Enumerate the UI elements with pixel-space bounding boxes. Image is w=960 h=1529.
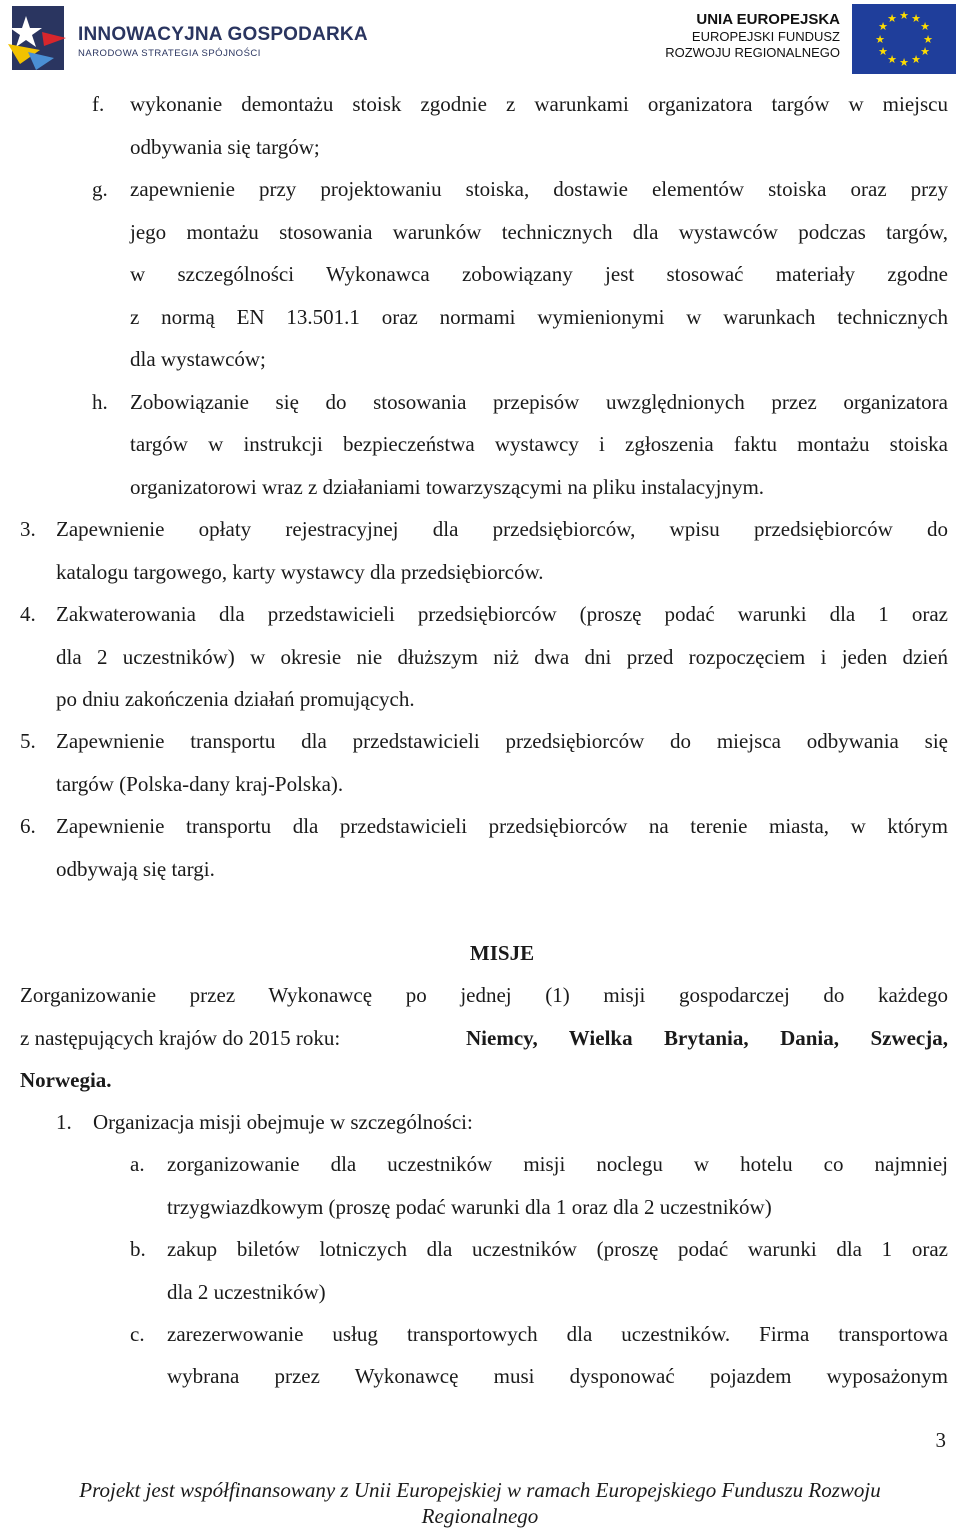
svg-text:★: ★ <box>923 33 933 46</box>
list-item-line: Organizacja misji obejmuje w szczególności: <box>93 1110 473 1134</box>
list-item-line: Zobowiązanie się do stosowania przepisów uwzględnionych przez organizatora <box>130 390 948 414</box>
footer-line: Regionalnego <box>421 1504 539 1528</box>
list-item-line: katalogu targowego, karty wystawcy dla przedsiębiorców. <box>56 560 544 584</box>
eu-logo <box>656 2 956 74</box>
list-marker: g. <box>92 177 108 201</box>
eu-fund-line: EUROPEJSKI FUNDUSZ <box>691 29 840 44</box>
page-header <box>0 0 960 78</box>
paragraph-line-bold: Niemcy, Wielka Brytania, Dania, Szwecja, <box>466 1026 948 1050</box>
svg-text:★: ★ <box>875 33 885 46</box>
svg-text:★: ★ <box>887 53 897 66</box>
paragraph-line-bold: Norwegia. <box>20 1068 112 1092</box>
innowacyjna-gospodarka-logo <box>6 2 386 74</box>
list-item-line: wykonanie demontażu stoisk zgodnie z warunkami organizatora targów w miejscu <box>130 92 948 116</box>
svg-text:★: ★ <box>920 45 930 58</box>
svg-text:★: ★ <box>899 9 909 22</box>
svg-text:★: ★ <box>887 12 897 25</box>
list-item-line: odbywania się targów; <box>130 135 320 159</box>
list-marker: a. <box>130 1152 145 1176</box>
page-number: 3 <box>935 1428 946 1452</box>
logo-title: INNOWACYJNA GOSPODARKA <box>78 24 368 45</box>
paragraph-line: Zorganizowanie przez Wykonawcę po jednej (1) misji gospodarczej do każdego <box>20 983 948 1007</box>
eu-flag-icon <box>852 4 956 74</box>
paragraph-line: z następujących krajów do 2015 roku: <box>20 1026 341 1050</box>
list-marker: 3. <box>20 517 36 541</box>
innowacyjna-gospodarka-star-icon <box>6 2 68 74</box>
list-item-line: targów w instrukcji bezpieczeństwa wystawcy i zgłoszenia faktu montażu stoiska <box>130 432 948 456</box>
svg-text:★: ★ <box>911 53 921 66</box>
list-marker: c. <box>130 1322 145 1346</box>
list-item-line: w szczególności Wykonawca zobowiązany jest stosować materiały zgodne <box>130 262 948 286</box>
svg-text:★: ★ <box>911 12 921 25</box>
list-item-line: zorganizowanie dla uczestników misji noclegu w hotelu co najmniej <box>167 1152 948 1176</box>
list-item-line: dla wystawców; <box>130 347 266 371</box>
eu-text-block <box>665 10 840 61</box>
list-item-line: odbywają się targi. <box>56 857 215 881</box>
eu-fund-line-2: ROZWOJU REGIONALNEGO <box>665 45 840 60</box>
list-item-line: targów (Polska-dany kraj-Polska). <box>56 772 344 796</box>
list-item-line: Zapewnienie transportu dla przedstawicieli przedsiębiorców do miejsca odbywania się <box>56 729 948 753</box>
list-marker: f. <box>92 92 105 116</box>
list-item-line: Zapewnienie transportu dla przedstawicieli przedsiębiorców na terenie miasta, w którym <box>56 814 948 838</box>
list-marker: b. <box>130 1237 146 1261</box>
list-marker: 6. <box>20 814 36 838</box>
list-marker: 5. <box>20 729 36 753</box>
list-item-line: zapewnienie przy projektowaniu stoiska, dostawie elementów stoiska oraz przy <box>130 177 948 201</box>
list-item-line: jego montażu stosowania warunków technicznych dla wystawców podczas targów, <box>130 220 948 244</box>
list-item-line: po dniu zakończenia działań promujących. <box>56 687 415 711</box>
list-marker: 4. <box>20 602 36 626</box>
eu-name: UNIA EUROPEJSKA <box>696 11 840 28</box>
list-item-line: organizatorowi wraz z działaniami towarzyszącymi na pliku instalacyjnym. <box>130 475 765 499</box>
svg-text:★: ★ <box>878 20 888 33</box>
list-item-line: zarezerwowanie usług transportowych dla uczestników. Firma transportowa <box>167 1322 948 1346</box>
svg-text:★: ★ <box>878 45 888 58</box>
list-item-line: wybrana przez Wykonawcę musi dysponować pojazdem wyposażonym <box>167 1364 948 1388</box>
list-marker: 1. <box>56 1110 72 1134</box>
svg-text:★: ★ <box>899 56 909 69</box>
section-heading: MISJE <box>469 941 535 965</box>
logo-subtitle: NARODOWA STRATEGIA SPÓJNOŚCI <box>78 48 261 59</box>
footer-line: Projekt jest współfinansowany z Unii Europejskiej w ramach Europejskiego Funduszu Rozwoju <box>79 1478 881 1502</box>
list-item-line: dla 2 uczestników) w okresie nie dłuższym niż dwa dni przed rozpoczęciem i jeden dzień <box>56 645 948 669</box>
list-item-line: dla 2 uczestników) <box>167 1280 326 1304</box>
list-item-line: Zapewnienie opłaty rejestracyjnej dla przedsiębiorców, wpisu przedsiębiorców do <box>56 517 948 541</box>
list-item-line: zakup biletów lotniczych dla uczestników (proszę podać warunki dla 1 oraz <box>167 1237 948 1261</box>
list-item-line: trzygwiazdkowym (proszę podać warunki dla 1 oraz dla 2 uczestników) <box>167 1195 772 1219</box>
list-marker: h. <box>92 390 108 414</box>
list-item-line: z normą EN 13.501.1 oraz normami wymienionymi w warunkach technicznych <box>130 305 948 329</box>
svg-text:★: ★ <box>920 20 930 33</box>
list-item-line: Zakwaterowania dla przedstawicieli przedsiębiorców (proszę podać warunki dla 1 oraz <box>56 602 948 626</box>
